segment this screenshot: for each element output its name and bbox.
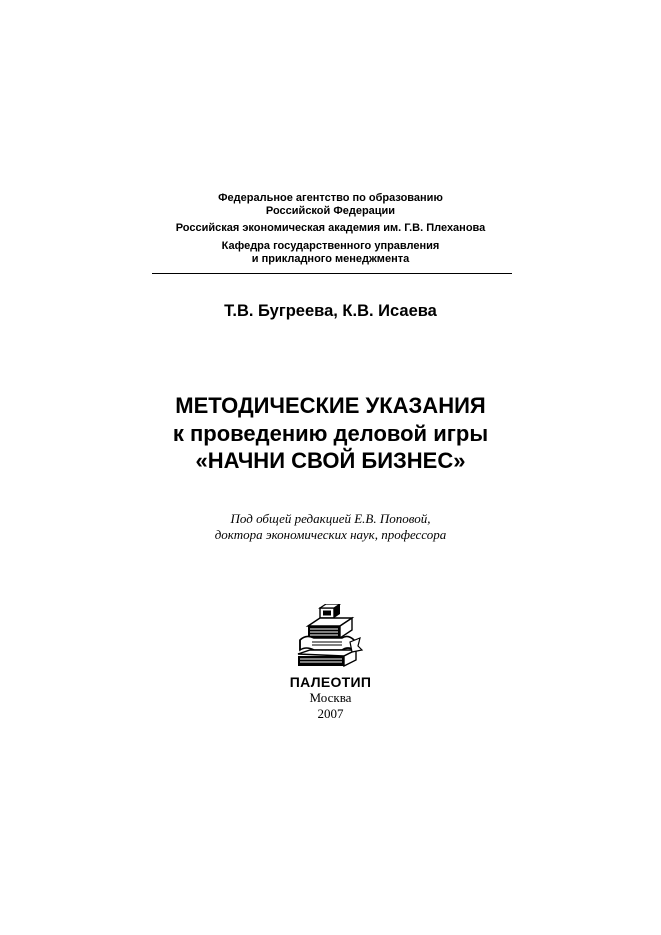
agency-line-2: Российской Федерации [265, 205, 396, 217]
publisher-name: ПАЛЕОТИП [289, 674, 372, 690]
academy-name: Российская экономическая академия им. Г.В. Плеханова [175, 222, 486, 234]
department-line-1: Кафедра государственного управления [221, 240, 440, 252]
editor-line-1: Под общей редакцией Е.В. Поповой, [230, 511, 431, 526]
title-line-2: к проведению деловой игры [172, 421, 489, 446]
publication-year: 2007 [317, 706, 344, 721]
header-divider [152, 273, 512, 274]
title-line-1: МЕТОДИЧЕСКИЕ УКАЗАНИЯ [175, 393, 486, 418]
book-stack-logo-icon [296, 604, 364, 670]
authors: Т.В. Бугреева, К.В. Исаева [224, 302, 437, 320]
publisher-city: Москва [309, 690, 352, 705]
title-line-3: «НАЧНИ СВОЙ БИЗНЕС» [195, 448, 466, 473]
agency-line-1: Федеральное агентство по образованию [218, 192, 443, 204]
editor-line-2: доктора экономических наук, профессора [214, 527, 447, 542]
department-line-2: и прикладного менеджмента [251, 253, 410, 265]
